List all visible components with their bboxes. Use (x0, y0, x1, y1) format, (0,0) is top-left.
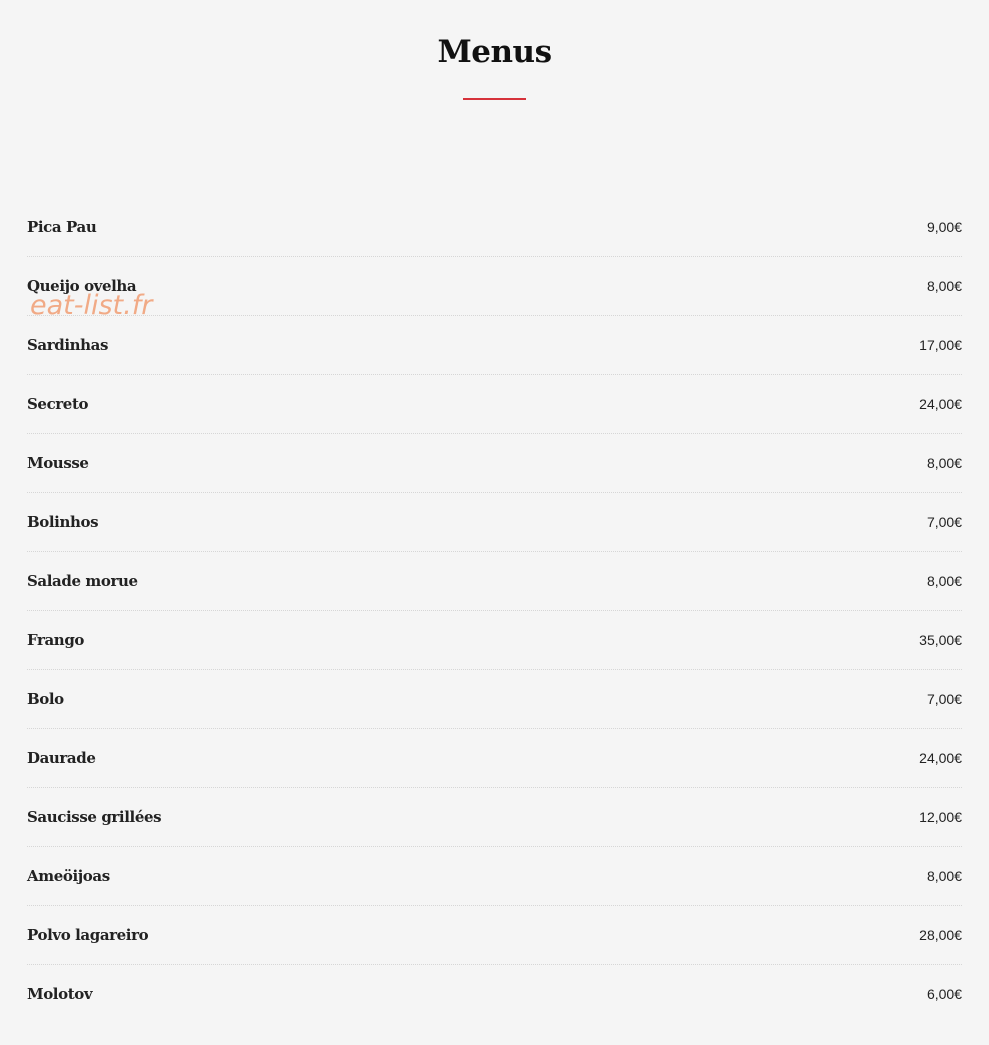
menu-item (27, 434, 962, 493)
menu-item-name: Sardinhas (27, 336, 109, 354)
menu-item (27, 906, 962, 965)
menu-item-name: Frango (27, 631, 85, 649)
menu-item (27, 965, 962, 1023)
menu-item-price: 24,00€ (919, 396, 962, 412)
menu-item-price: 6,00€ (926, 986, 962, 1002)
menu-item-price: 8,00€ (926, 455, 962, 471)
menu-item (27, 729, 962, 788)
title-underline (463, 98, 526, 100)
menu-item (27, 552, 962, 611)
menu-item (27, 316, 962, 375)
menu-item-price: 35,00€ (919, 632, 962, 648)
menu-item-name: Daurade (27, 749, 96, 767)
menu-item-name: Secreto (27, 395, 89, 413)
menu-item-name: Bolo (27, 690, 64, 708)
menu-item-name: Molotov (27, 985, 93, 1003)
menu-item-price: 17,00€ (919, 337, 962, 353)
menu-item-name: Queijo ovelha (27, 277, 137, 295)
watermark: eat-list.fr (30, 290, 153, 321)
menu-item-price: 9,00€ (926, 219, 962, 235)
menu-item-price: 8,00€ (926, 278, 962, 294)
menu-item (27, 198, 962, 257)
menu-item-price: 24,00€ (919, 750, 962, 766)
menu-list (27, 198, 962, 1023)
menu-item (27, 847, 962, 906)
menu-item (27, 375, 962, 434)
menu-item-price: 8,00€ (926, 868, 962, 884)
menu-item-name: Polvo lagareiro (27, 926, 149, 944)
menu-item (27, 257, 962, 316)
menu-item-price: 12,00€ (919, 809, 962, 825)
menu-item-name: Bolinhos (27, 513, 99, 531)
menu-item-name: Pica Pau (27, 218, 97, 236)
menu-item (27, 788, 962, 847)
menu-item-name: Saucisse grillées (27, 808, 162, 826)
menu-item-price: 7,00€ (926, 691, 962, 707)
menu-item-name: Mousse (27, 454, 89, 472)
page-title: Menus (437, 34, 552, 70)
menu-item-price: 28,00€ (919, 927, 962, 943)
menu-item-name: Salade morue (27, 572, 138, 590)
menu-item-price: 8,00€ (926, 573, 962, 589)
menu-item (27, 611, 962, 670)
menu-item-name: Ameöijoas (27, 867, 110, 885)
menu-item (27, 493, 962, 552)
menu-item (27, 670, 962, 729)
menu-item-price: 7,00€ (926, 514, 962, 530)
